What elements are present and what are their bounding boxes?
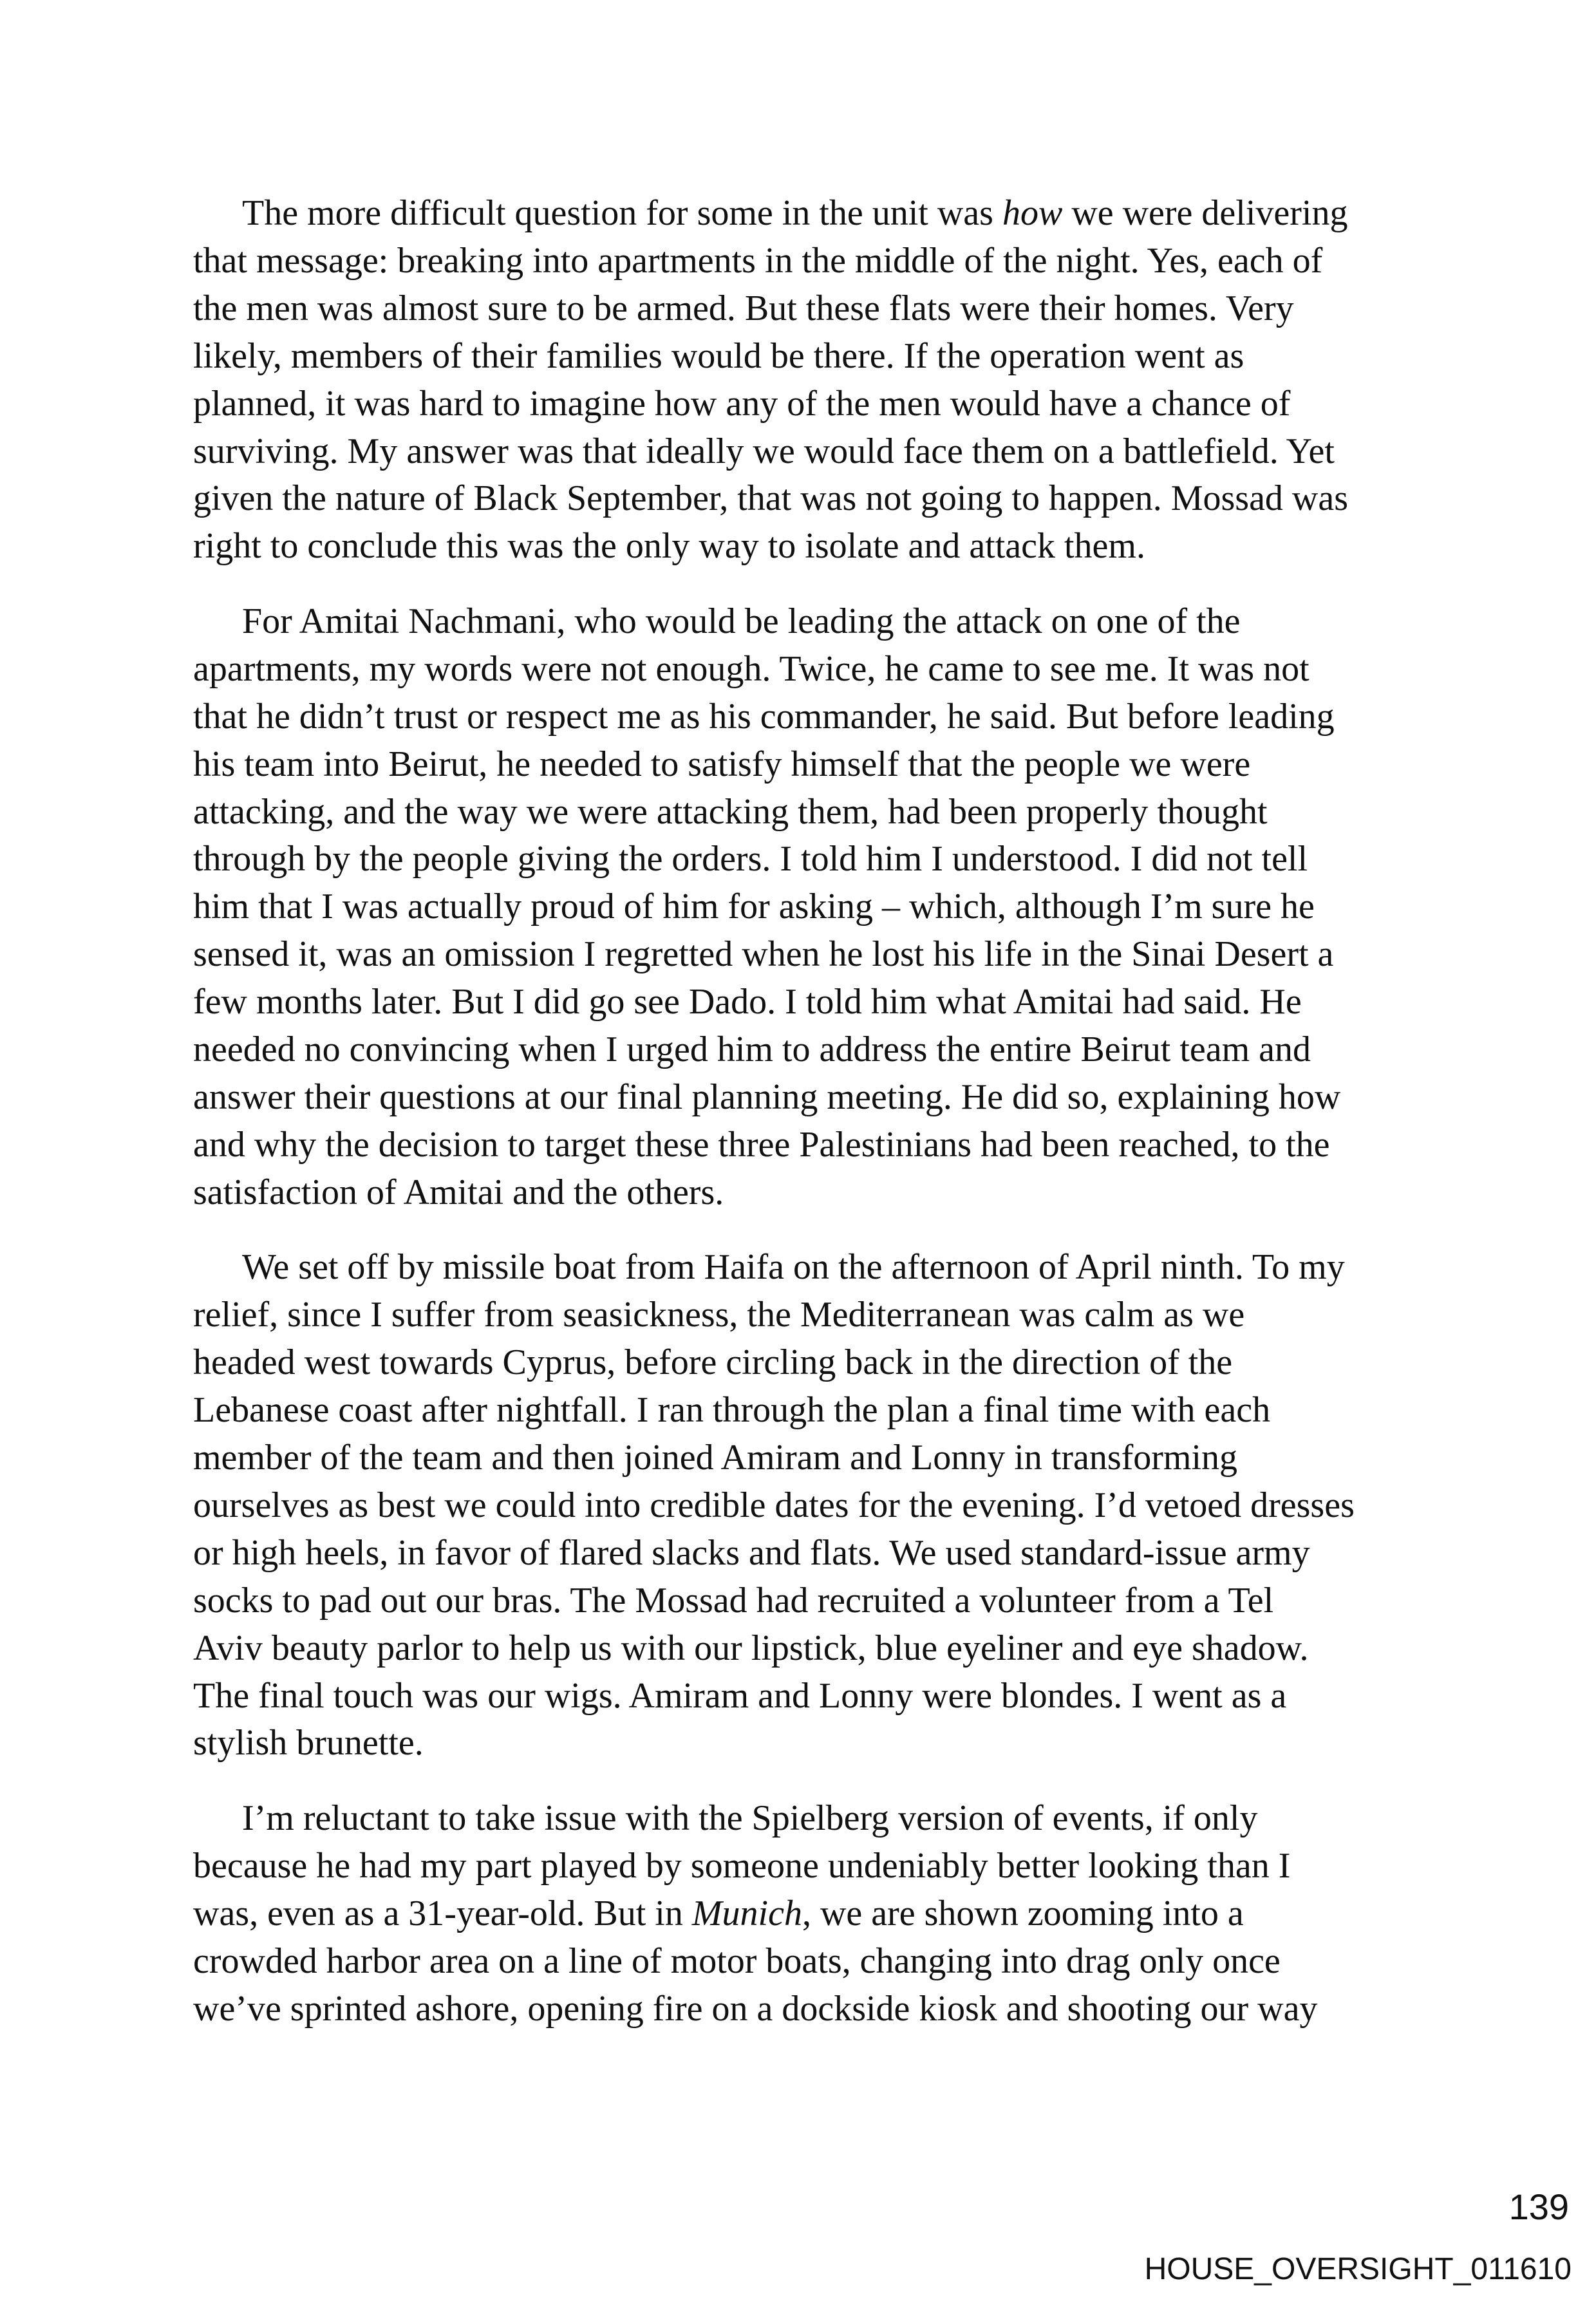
text-segment: satisfaction of Amitai and the others.	[193, 1172, 724, 1212]
text-line	[193, 428, 1455, 476]
text-line	[193, 1339, 1455, 1387]
text-segment: through by the people giving the orders. I told him I understood. I did not tell	[193, 839, 1308, 879]
text-line	[193, 979, 1455, 1026]
text-line	[193, 789, 1455, 836]
text-segment: planned, it was hard to imagine how any of the men would have a chance of	[193, 383, 1291, 424]
text-line	[193, 1169, 1455, 1217]
text-segment: We set off by missile boat from Haifa on the afternoon of April ninth. To my	[242, 1247, 1345, 1288]
text-line	[193, 1577, 1455, 1625]
text-segment: we’ve sprinted ashore, opening fire on a dockside kiosk and shooting our way	[193, 1988, 1318, 2029]
text-line	[193, 238, 1455, 285]
text-line	[193, 1434, 1455, 1482]
text-segment: The more difficult question for some in the unit was	[242, 193, 1002, 233]
text-segment: sensed it, was an omission I regretted when he lost his life in the Sinai Desert a	[193, 934, 1334, 975]
text-line	[193, 333, 1455, 381]
text-line	[193, 1625, 1455, 1673]
text-segment: crowded harbor area on a line of motor boats, changing into drag only once	[193, 1941, 1281, 1981]
text-line	[193, 836, 1455, 883]
text-segment: was, even as a 31-year-old. But in	[193, 1893, 692, 1933]
text-segment: Lebanese coast after nightfall. I ran through the plan a final time with each	[193, 1390, 1271, 1431]
text-line	[193, 1673, 1455, 1720]
text-segment: The final touch was our wigs. Amiram and Lonny were blondes. I went as a	[193, 1675, 1287, 1716]
text-line	[193, 1292, 1455, 1339]
text-segment: needed no convincing when I urged him to address the entire Beirut team and	[193, 1029, 1311, 1070]
text-line	[193, 1938, 1455, 1986]
text-line	[193, 1795, 1455, 1843]
text-line	[193, 1482, 1455, 1530]
text-line	[193, 381, 1455, 428]
text-line	[193, 523, 1455, 570]
text-segment: member of the team and then joined Amiram and Lonny in transforming	[193, 1438, 1238, 1478]
text-segment: , we are shown zooming into a	[802, 1893, 1244, 1933]
text-line	[193, 883, 1455, 931]
text-line	[193, 1244, 1455, 1292]
text-segment: stylish brunette.	[193, 1723, 424, 1763]
text-segment: right to conclude this was the only way to isolate and attack them.	[193, 526, 1145, 567]
page-number: 139	[1508, 2186, 1569, 2227]
text-line	[193, 1026, 1455, 1074]
text-line	[193, 931, 1455, 979]
text-line	[193, 1843, 1455, 1890]
text-segment: answer their questions at our final planning meeting. He did so, explaining how	[193, 1077, 1341, 1117]
text-segment: few months later. But I did go see Dado. I told him what Amitai had said. He	[193, 982, 1302, 1022]
bates-stamp: HOUSE_OVERSIGHT_011610	[1144, 2252, 1572, 2286]
text-segment: and why the decision to target these three Palestinians had been reached, to the	[193, 1124, 1330, 1165]
text-line	[193, 190, 1455, 238]
text-line	[193, 1122, 1455, 1169]
text-line	[193, 598, 1455, 646]
text-segment: relief, since I suffer from seasickness, the Mediterranean was calm as we	[193, 1295, 1245, 1335]
text-line	[193, 1720, 1455, 1767]
paragraph	[193, 1795, 1455, 2033]
text-segment: him that I was actually proud of him for asking – which, although I’m sure he	[193, 887, 1315, 927]
text-line	[193, 1890, 1455, 1938]
text-line	[193, 1387, 1455, 1434]
italic-text: Munich	[691, 1893, 802, 1933]
text-segment: ourselves as best we could into credible dates for the evening. I’d vetoed dresses	[193, 1485, 1355, 1525]
text-segment: I’m reluctant to take issue with the Spielberg version of events, if only	[242, 1798, 1258, 1839]
text-segment: the men was almost sure to be armed. But these flats were their homes. Very	[193, 288, 1294, 328]
text-segment: likely, members of their families would be there. If the operation went as	[193, 335, 1244, 376]
text-line	[193, 1986, 1455, 2033]
text-segment: For Amitai Nachmani, who would be leading the attack on one of the	[242, 601, 1241, 641]
body-text	[193, 190, 1455, 2060]
text-segment: attacking, and the way we were attacking them, had been properly thought	[193, 791, 1268, 832]
text-line	[193, 646, 1455, 693]
text-line	[193, 1074, 1455, 1122]
text-line	[193, 693, 1455, 741]
text-segment: because he had my part played by someone undeniably better looking than I	[193, 1845, 1291, 1886]
text-segment: given the nature of Black September, that was not going to happen. Mossad was	[193, 478, 1349, 519]
paragraph	[193, 1244, 1455, 1767]
text-line	[193, 741, 1455, 789]
text-segment: headed west towards Cyprus, before circling back in the direction of the	[193, 1342, 1233, 1383]
text-line	[193, 1530, 1455, 1577]
text-segment: or high heels, in favor of flared slacks and flats. We used standard-issue army	[193, 1532, 1310, 1573]
text-segment: apartments, my words were not enough. Twice, he came to see me. It was not	[193, 648, 1310, 689]
text-segment: surviving. My answer was that ideally we would face them on a battlefield. Yet	[193, 431, 1335, 471]
text-segment: we were delivering	[1062, 193, 1348, 233]
paragraph	[193, 190, 1455, 570]
text-segment: socks to pad out our bras. The Mossad had recruited a volunteer from a Tel	[193, 1580, 1274, 1621]
text-line	[193, 475, 1455, 523]
text-line	[193, 285, 1455, 333]
text-segment: his team into Beirut, he needed to satisfy himself that the people we were	[193, 744, 1251, 784]
text-segment: Aviv beauty parlor to help us with our lipstick, blue eyeliner and eye shadow.	[193, 1628, 1309, 1668]
italic-text: how	[1002, 193, 1063, 233]
text-segment: that he didn’t trust or respect me as his commander, he said. But before leading	[193, 696, 1335, 737]
text-segment: that message: breaking into apartments in the middle of the night. Yes, each of	[193, 240, 1323, 281]
paragraph	[193, 598, 1455, 1217]
